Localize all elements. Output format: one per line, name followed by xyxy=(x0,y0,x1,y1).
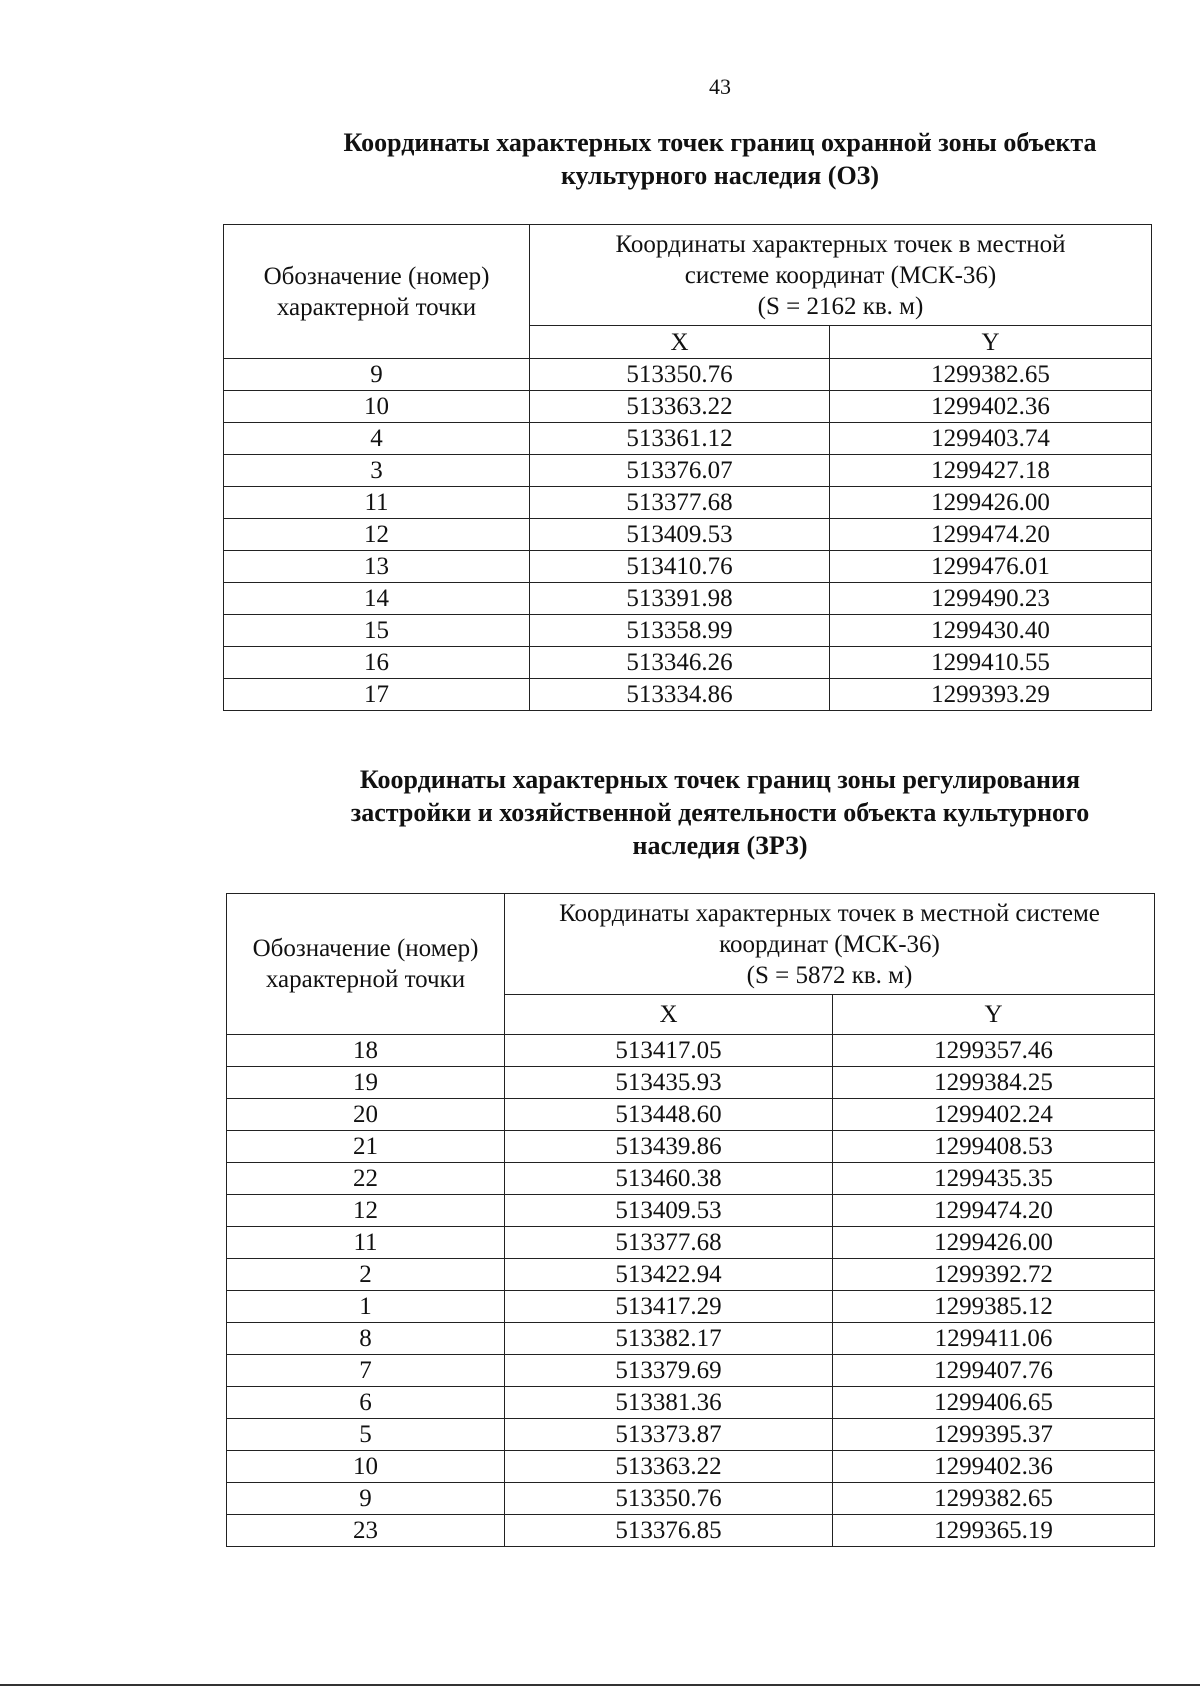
table-row xyxy=(224,455,1152,487)
y-cell: 1299402.24 xyxy=(833,1099,1155,1131)
x-cell: 513422.94 xyxy=(505,1259,833,1291)
header-coordinate-system xyxy=(530,225,1152,326)
x-cell: 513350.76 xyxy=(505,1483,833,1515)
table-row xyxy=(224,583,1152,615)
y-cell: 1299427.18 xyxy=(830,455,1152,487)
table-row xyxy=(227,1323,1155,1355)
y-cell: 1299393.29 xyxy=(830,679,1152,711)
point-cell: 13 xyxy=(224,551,530,583)
x-cell: 513417.29 xyxy=(505,1291,833,1323)
table-row xyxy=(227,1067,1155,1099)
y-cell: 1299402.36 xyxy=(830,391,1152,423)
y-cell: 1299403.74 xyxy=(830,423,1152,455)
title-line: застройки и хозяйственной деятельности объекта культурного xyxy=(350,798,1090,827)
x-cell: 513417.05 xyxy=(505,1035,833,1067)
table-row xyxy=(224,359,1152,391)
y-cell: 1299385.12 xyxy=(833,1291,1155,1323)
y-cell: 1299410.55 xyxy=(830,647,1152,679)
x-cell: 513381.36 xyxy=(505,1387,833,1419)
point-cell: 10 xyxy=(227,1451,505,1483)
table-row xyxy=(224,391,1152,423)
point-cell: 23 xyxy=(227,1515,505,1547)
table-row xyxy=(224,423,1152,455)
point-cell: 9 xyxy=(227,1483,505,1515)
point-cell: 2 xyxy=(227,1259,505,1291)
x-cell: 513377.68 xyxy=(530,487,830,519)
y-cell: 1299411.06 xyxy=(833,1323,1155,1355)
point-cell: 16 xyxy=(224,647,530,679)
title-line: Координаты характерных точек границ зоны регулирования xyxy=(359,765,1081,794)
header-line: Координаты характерных точек в местной системе xyxy=(559,899,1100,927)
page-number: 43 xyxy=(709,74,731,99)
table-row xyxy=(227,1451,1155,1483)
y-cell: 1299365.19 xyxy=(833,1515,1155,1547)
table-row xyxy=(227,1387,1155,1419)
section-title-regulation-zone xyxy=(290,763,1150,862)
header-line: Координаты характерных точек в местной xyxy=(615,230,1066,258)
x-cell: 513460.38 xyxy=(505,1163,833,1195)
point-cell: 3 xyxy=(224,455,530,487)
y-cell: 1299408.53 xyxy=(833,1131,1155,1163)
table-row xyxy=(227,1131,1155,1163)
point-cell: 14 xyxy=(224,583,530,615)
x-cell: 513363.22 xyxy=(505,1451,833,1483)
point-cell: 12 xyxy=(224,519,530,551)
y-cell: 1299395.37 xyxy=(833,1419,1155,1451)
table-row xyxy=(224,615,1152,647)
y-cell: 1299474.20 xyxy=(830,519,1152,551)
point-cell: 18 xyxy=(227,1035,505,1067)
x-cell: 513350.76 xyxy=(530,359,830,391)
table-row xyxy=(224,487,1152,519)
title-line: культурного наследия (ОЗ) xyxy=(560,161,880,190)
y-cell: 1299357.46 xyxy=(833,1035,1155,1067)
y-cell: 1299435.35 xyxy=(833,1163,1155,1195)
table-row xyxy=(227,1259,1155,1291)
table-row xyxy=(227,1355,1155,1387)
header-line: (S = 5872 кв. м) xyxy=(746,961,913,989)
point-cell: 22 xyxy=(227,1163,505,1195)
table-body xyxy=(227,1035,1155,1547)
table-row xyxy=(227,1419,1155,1451)
x-cell: 513409.53 xyxy=(530,519,830,551)
table-row xyxy=(227,1195,1155,1227)
y-cell: 1299426.00 xyxy=(830,487,1152,519)
point-cell: 1 xyxy=(227,1291,505,1323)
table-row xyxy=(224,647,1152,679)
point-cell: 17 xyxy=(224,679,530,711)
title-line: наследия (ЗРЗ) xyxy=(632,831,808,860)
x-cell: 513439.86 xyxy=(505,1131,833,1163)
point-cell: 6 xyxy=(227,1387,505,1419)
y-cell: 1299476.01 xyxy=(830,551,1152,583)
table-row xyxy=(227,1515,1155,1547)
point-cell: 11 xyxy=(227,1227,505,1259)
table-row xyxy=(224,519,1152,551)
point-cell: 4 xyxy=(224,423,530,455)
header-line: (S = 2162 кв. м) xyxy=(757,292,924,320)
x-cell: 513409.53 xyxy=(505,1195,833,1227)
y-cell: 1299382.65 xyxy=(830,359,1152,391)
point-cell: 8 xyxy=(227,1323,505,1355)
x-cell: 513377.68 xyxy=(505,1227,833,1259)
table-row xyxy=(227,1227,1155,1259)
table-row xyxy=(227,1483,1155,1515)
point-cell: 20 xyxy=(227,1099,505,1131)
point-cell: 12 xyxy=(227,1195,505,1227)
y-cell: 1299407.76 xyxy=(833,1355,1155,1387)
x-cell: 513334.86 xyxy=(530,679,830,711)
point-cell: 10 xyxy=(224,391,530,423)
y-cell: 1299430.40 xyxy=(830,615,1152,647)
title-line: Координаты характерных точек границ охранной зоны объекта xyxy=(343,128,1097,157)
table-row xyxy=(224,551,1152,583)
x-cell: 513391.98 xyxy=(530,583,830,615)
coordinates-table-regulation-zone xyxy=(226,893,1155,1547)
x-cell: 513379.69 xyxy=(505,1355,833,1387)
header-line: системе координат (МСК-36) xyxy=(684,261,997,289)
point-cell: 19 xyxy=(227,1067,505,1099)
table-row xyxy=(227,1099,1155,1131)
y-cell: 1299406.65 xyxy=(833,1387,1155,1419)
point-cell: 15 xyxy=(224,615,530,647)
x-cell: 513410.76 xyxy=(530,551,830,583)
y-cell: 1299474.20 xyxy=(833,1195,1155,1227)
section-title-protection-zone xyxy=(290,126,1150,192)
header-line: координат (МСК-36) xyxy=(719,930,940,958)
coordinates-table-protection-zone xyxy=(223,224,1152,711)
header-point-designation: Обозначение (номер) характерной точки xyxy=(227,894,505,1035)
point-cell: 7 xyxy=(227,1355,505,1387)
x-cell: 513435.93 xyxy=(505,1067,833,1099)
x-cell: 513363.22 xyxy=(530,391,830,423)
table-row xyxy=(227,1035,1155,1067)
table-row xyxy=(227,1163,1155,1195)
header-y: Y xyxy=(833,995,1155,1035)
y-cell: 1299426.00 xyxy=(833,1227,1155,1259)
header-x: X xyxy=(505,995,833,1035)
page-edge-rule xyxy=(0,1684,1200,1686)
y-cell: 1299490.23 xyxy=(830,583,1152,615)
y-cell: 1299402.36 xyxy=(833,1451,1155,1483)
x-cell: 513376.85 xyxy=(505,1515,833,1547)
table-row xyxy=(224,679,1152,711)
x-cell: 513382.17 xyxy=(505,1323,833,1355)
header-y: Y xyxy=(830,326,1152,359)
table-body xyxy=(224,359,1152,711)
y-cell: 1299392.72 xyxy=(833,1259,1155,1291)
x-cell: 513346.26 xyxy=(530,647,830,679)
point-cell: 5 xyxy=(227,1419,505,1451)
x-cell: 513448.60 xyxy=(505,1099,833,1131)
x-cell: 513373.87 xyxy=(505,1419,833,1451)
point-cell: 9 xyxy=(224,359,530,391)
header-point-designation: Обозначение (номер) характерной точки xyxy=(224,225,530,359)
header-coordinate-system xyxy=(505,894,1155,995)
x-cell: 513361.12 xyxy=(530,423,830,455)
y-cell: 1299382.65 xyxy=(833,1483,1155,1515)
header-x: X xyxy=(530,326,830,359)
x-cell: 513358.99 xyxy=(530,615,830,647)
point-cell: 21 xyxy=(227,1131,505,1163)
point-cell: 11 xyxy=(224,487,530,519)
y-cell: 1299384.25 xyxy=(833,1067,1155,1099)
x-cell: 513376.07 xyxy=(530,455,830,487)
table-row xyxy=(227,1291,1155,1323)
